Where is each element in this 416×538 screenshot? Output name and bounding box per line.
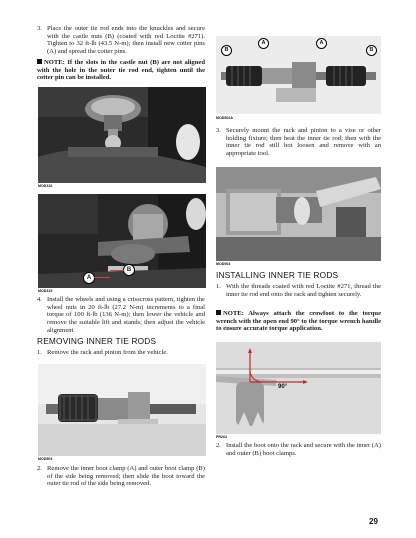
right-photo-1-caption: MOD502A [216, 116, 233, 120]
callout-b: B [123, 264, 135, 276]
photo-2-caption: MOD315 [38, 289, 53, 293]
step-4-left: 4. Install the wheels and using a crisscross pattern, tighten the wheel nuts in 20 ft-lb (27.2 N-m) increments to a final torque of 100 ft-lb (136 N-m); then lower the vehicle and remove the suitable lift and stands; then adjust the vehicle alignment [37, 296, 205, 334]
heading-removing-inner-tie-rods: REMOVING INNER TIE RODS [37, 336, 157, 346]
vise-tie-rod-image [216, 167, 381, 261]
note-bullet-icon [37, 59, 42, 64]
photo-tie-rod-knuckle [38, 87, 206, 183]
note-crowfoot: NOTE: Always attach the crowfoot to the torque wrench with the open end 90° to the torque wrench handle to ensure accurate torque application. [216, 310, 381, 333]
page-number: 29 [369, 517, 378, 526]
photo-1-caption: MOD316 [38, 184, 53, 188]
photo-3-caption: MOD503 [38, 457, 53, 461]
right-photo-2-caption: MOD504 [216, 262, 231, 266]
rack-pinion-boot-image [38, 364, 206, 456]
photo-crowfoot-wrench [216, 342, 381, 434]
callout-a: A [83, 272, 95, 284]
castle-nut-image [38, 194, 206, 288]
step-2-right: 2. Install the boot onto the rack and secure with the inner (A) and outer (B) boot clamps. [216, 442, 381, 457]
callout-a-right: A [316, 38, 327, 49]
callout-b-left: B [221, 45, 232, 56]
angle-label: 90° [278, 384, 288, 390]
photo-castle-nut-cotter-pin [38, 194, 206, 288]
step-3-left: 3. Place the outer tie rod ends into the knuckles and secure with the castle nuts (B) (coated with red Loctite #271). Tighten to 32 ft-lb (43.5 N-m); then install new cotter pins (A) and spread the cotter pins. [37, 25, 205, 56]
step-1-left: 1. Remove the rack and pinion from the vehicle. [37, 349, 168, 356]
callout-b-right: B [366, 45, 377, 56]
callout-leader-b [110, 270, 124, 271]
step-1-right: 1. With the threads coated with red Loctite #271, thread the inner tie rod end onto the rack and tighten securely. [216, 283, 381, 298]
callout-a-left: A [258, 38, 269, 49]
photo-rack-pinion-boot [38, 364, 206, 456]
photo-rack-boot-clamps [216, 36, 381, 114]
tie-rod-knuckle-image [38, 87, 206, 183]
photo-vise-inner-tie-rod [216, 167, 381, 261]
step-2-left: 2. Remove the inner boot clamp (A) and outer boot clamp (B) of the side being removed; then slide the boot toward the outer tie rod of the side being removed. [37, 465, 205, 488]
callout-leader-a [94, 277, 110, 278]
note-castle-nut: NOTE: If the slots in the castle nut (B) are not aligned with the hole in the outer tie rod end, tighten until the cotter pin can be installed. [37, 59, 205, 82]
note-bullet-icon-right [216, 310, 221, 315]
crowfoot-wrench-image [216, 342, 381, 434]
rack-boot-clamps-image [216, 36, 381, 114]
right-photo-3-caption: PR264 [216, 435, 227, 439]
step-3-right: 3. Securely mount the rack and pinion to a vise or other holding fixture; then heat the inner tie rod; then with the inner tie rod still hot loosen and remove with an appropriate tool. [216, 127, 381, 158]
heading-installing-inner-tie-rods: INSTALLING INNER TIE RODS [216, 270, 339, 280]
